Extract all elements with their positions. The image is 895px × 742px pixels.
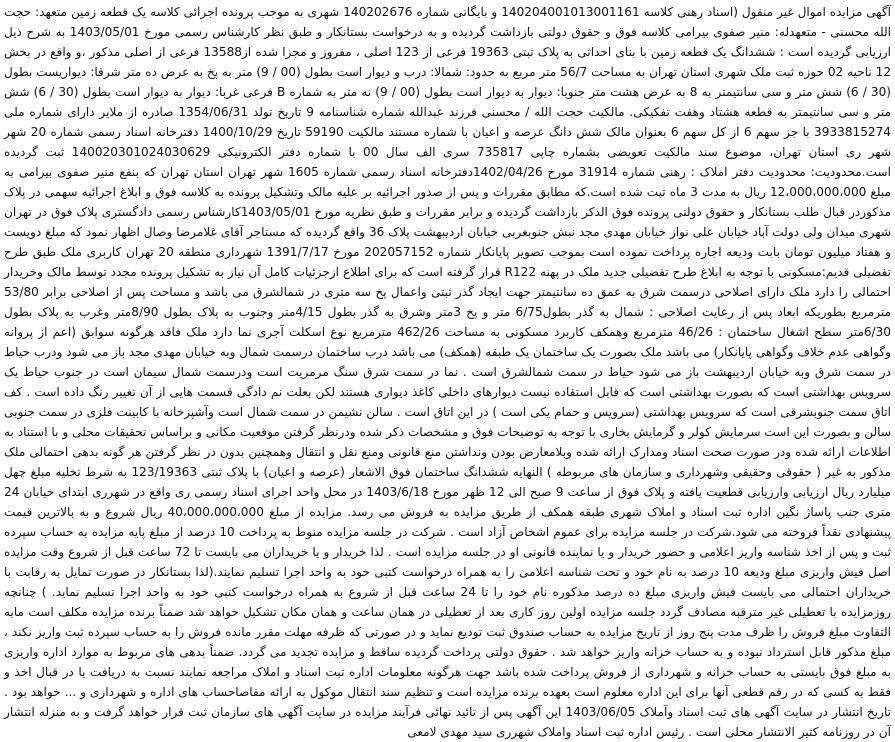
auction-notice-text: آگهی مزایده اموال غیر منقول (اسناد رهنی کلاسه 140204001013001161 و بایگانی شماره 140202676 شهری به موجب پرونده اجرائی کلاسه یک قطعه زمین متعهد: حجت الله محسنی - متعهدله: منیر صفوی بیرامی کلاسه فوق و حقوق دولتی بازداشت گردیده و به درخواست بستانکار و طبق نظر کارشناس رسمی مورخ 1403/05/01 به شرح ذیل ارزیابی گردیده است : ششدانگ یک قطعه زمین با بنای احداثی به پلاک ثبتی 19363 فرعی از 123 اصلی ، مفروز و مجزا شده از13588 فرعی از اصلی مذکور ،و واقع در بخش 12 ناحیه 02 حوزه ثبت ملک شهری استان تهران به مساحت 56/7 متر مربع به حدود: شمالا: درب و دیوار است بطول (00 / 9) متر به پخ به عرض ده متر شرقا: دیواریست بطول (30 / 6) شش متر و سی سانتیمتر به 8 به عرض هشت متر جنوبا: دیوار به دیوار است بطول (00 / 9) نه متر به شماره B فرعی غربا: دیوار به دیوار است بطول (30 / 6) شش متر و سی سانتیمتر به قطعه هشتاد وهفت تفکیکی. مالکیت حجت الله / محسنی فرزند عبدالله شماره شناسنامه 9 تاریخ تولد 1354/06/31 صادره از ملایر دارای شماره ملی 3933815274 با جز سهم 6 از کل سهم 6 بعنوان مالک شش دانگ عرصه و اعیان با شماره مستند مالکیت 59190 تاریخ 1400/10/29 دفترخانه اسناد رسمی شماره 20 شهر شهر ری استان تهران، موضوع سند مالکیت تعویضی بشماره چاپی 735817 سری الف سال 00 با شماره دفتر الکترونیکی 140020301024030629 ثبت گردیده است.محدودیت: محدودیت دفتر املاک : رهنی شماره 31914 مورخ 1402/04/26دفترخانه اسناد رسمی شماره 1605 شهر تهران استان تهران که بنفع منیر صفوی بیرامی به مبلغ 12،000،000،000 ریال به مدت 3 ماه ثبت شده است.که مطابق مقررات و پس از صدور اجرائیه بر علیه مالک وتشکیل پرونده به کلاسه فوق و ابلاغ اجرائیه سهمی در پلاک مذکوردر قبال طلب بستانکار و حقوق دولتی پرونده فوق الذکر بازداشت گردیده و برابر مقررات و طبق نظریه مورخ 1403/05/01کارشناس رسمی دادگستری پلاک فوق در تهران شهری میدان ولی دولت آباد خیابان علی نواز خیابان مهدی مجد نبش جنوبغربی خیابان اردیبهشت پلاک 36 واقع گردیده که مستاجر آقای غلامرضا وصال اظهار نمود که مبلغ دویست و هفتاد میلیون تومان بابت ودیعه اجاره پرداخت نموده است بموجب تصویر پایانکار شماره 202057152 مورخ 1391/7/17 شهرداری منطقه 20 تهران کاربری ملک طبق طرح تفضیلی قدیم:مسکونی با توجه به ابلاغ طرح تفضیلی جدید ملک در پهنه R122 قرار گرفته است که برای اطلاع ازجزئیات کامل آن نیاز به تشکیل پرونده مجدد توسط مالک وخریدار احتمالی را دارد ملک دارای اصلاحی درسمت شرق به عمق ده سانتیمتر جهت ایجاد گذر ثبتی واعمال پخ سه متری در شمالشرق می باشد و مساحت پس از اصلاحی برابر 53/80 مترمربع بطوریکه ابعاد پس از رعایت اصلاحی : شمال به گذر بطول6/75 متر و پخ 3متر وشرق به گذر بطول 4/15متر وجنوب به پلاک بطول 8/90متر وغرب به پلاک بطول 6/30متر سطح اشغال ساختمان : 46/26 مترمربع وهمکف کاربرد مسکونی به مساحت 462/26 مترمربع نوع اسکلت آجری نما دارد ملک فاقد هرگونه سوابق (اعم از پروانه وگواهی عدم خلاف وگواهی پایانکار) می باشد ملک بصورت یک ساختمان یک طبقه (همکف) می باشد درب ساختمان درسمت شمال وبه خیابان مهدی مجد باز می شود ودرب حیاط در سمت شرق وبه خیابان اردیبهشت باز می شود حیاط در سمت شمالشرق است . نما در سمت شرق سنگ مرمریت است ودرسمت شمال سیمان است در جنوب حیاط یک سرویس بهداشتی است که بصورت بهداشتی است که قابل استفاده نیست دیوارهای داخلی کاغذ دیواری هستند لکن بعلت نم دادگی قسمت هایی از آن تغییر رنگ داده است . کف اتاق سمت جنوبشرقی است که سرویس بهداشتی (سرویس و حمام یکی است ) در این اتاق است . سالن نشیمن در سمت شمال است وآشپزخانه با کابینت فلزی در سمت جنوبی سالن و بصورت این است سرمایش کولر و گرمایش بخاری با توجه به توضیحات فوق و مشخصات ذکر شده ودرنظر گرفتن موقعیت مکانی و براساس تحقیقات محلی و با استناد به اطلاعات ارائه شده ودر صورت صحت اسناد ومدارک ارائه شده وبلامعارض بودن ونداشتن منع قانونی ومنع نقل و انتقال وهمچنین بدون در نظر گرفتن هر گونه بدهی احتمالی ملک مذکور به غیر ( حقوقی وحقیقی وشهرداری و سازمان های مربوطه ) النهایه ششدانگ ساختمان فوق الاشعار (عرصه و اعیان) با پلاک ثبتی 123/19363 به شرط تخلیه مبلغ چهل میلیارد ریال ارزیابی وارزیابی قطعیت یافته و پلاک فوق از ساعت 9 صبح الی 12 ظهر مورخ 1403/6/18 در محل واحد اجرای اسناد رسمی ری واقع در شهرری ابتدای خیابان 24 متری جنب پاساژ نگین اداره ثبت اسناد و املاک شهری طبقه همکف از طریق مزایده به فروش می رسد. مزایده از مبلغ 40،000،000،000 ریال شروع و به بالاترین قیمت پیشنهادی نقداً فروخته می شود.شرکت در جلسه مزایده برای عموم اشخاص آزاد است . شرکت در جلسه مزایده منوط به پرداخت 10 درصد از مبلغ پایه مزایده به حساب سپرده ثبت و پس از اخذ شناسه واریز اعلامی و حضور خریدار و یا نماینده قانونی او در جلسه مزایده است . لذا خریدار و یا خریداران می بایست تا 72 ساعت قبل از شروع وقت مزایده اصل فیش واریزی مبلغ ودیعه 10 درصد به نام خود و تحت شناسه اعلامی را به همراه درخواست کتبی خود به واحد اجرا تسلیم نمایند.(لذا بستانکار در صورت تمایل به رقابت با خریداران احتمالی می بایست فیش واریزی مبلغ ده درصد مذکوره نام خود را تا 24 ساعت قبل از شروع به همراه درخواست کتبی خود به واحد اجرا تسلیم نماید. ) چنانچه روزمزایده با تعطیلی غیر مترقبه مصادف گردد جلسه مزایده اولین روز کاری بعد از تعطیلی در همان ساعت و همان مکان تشکیل خواهد شد ضمناً برنده مزایده مکلف است مابه التفاوت مبلغ فروش را ظرف مدت پنج روز از تاریخ مزایده به حساب صندوق ثبت تودیع نماید و در صورتی که ظرفه مهلت مقرر مانده فروش را به حساب سپرده ثبت واریز نکند ، مبلغ مذکور قابل استرداد نبوده و به حساب خزانه واریز خواهد شد . حقوق دولتی پرداخت گردیده ساقط و مزایده تجدید می گردد. ضمناً بدهی های مربوط به موارد اداره واریزی به مبلغ فوق بایستی به حساب خزانه و شهرداری از فروش پرداخت شده باشد جهت هرگونه معلومات اداره ثبت اسناد و املاک مراجعه نمایند نسبت به دریافت یا در قبال اخذ و فقط به کسی که در رقم قطعی آنها برای این اداره معلوم است بعهده برنده مزایده است و تنظیم سند انتقال موکول به ارائه مفاصاحساب های اداره و شهرداری و ... خواهد بود . تاریخ انتشار در سایت آگهی های ثبت اسناد وآملاک 1403/06/05 این آگهی پس از تائید نهائی فرآیند مزایده در سایت آگهی های سازمان ثبت قرار خواهد گرفت و به منزله انتشار آن در روزنامه کثیر الانتشار محلی است . رئیس اداره ثبت اسناد واملاک شهرری سید مهدی لامعی	[4, 5, 892, 739]
